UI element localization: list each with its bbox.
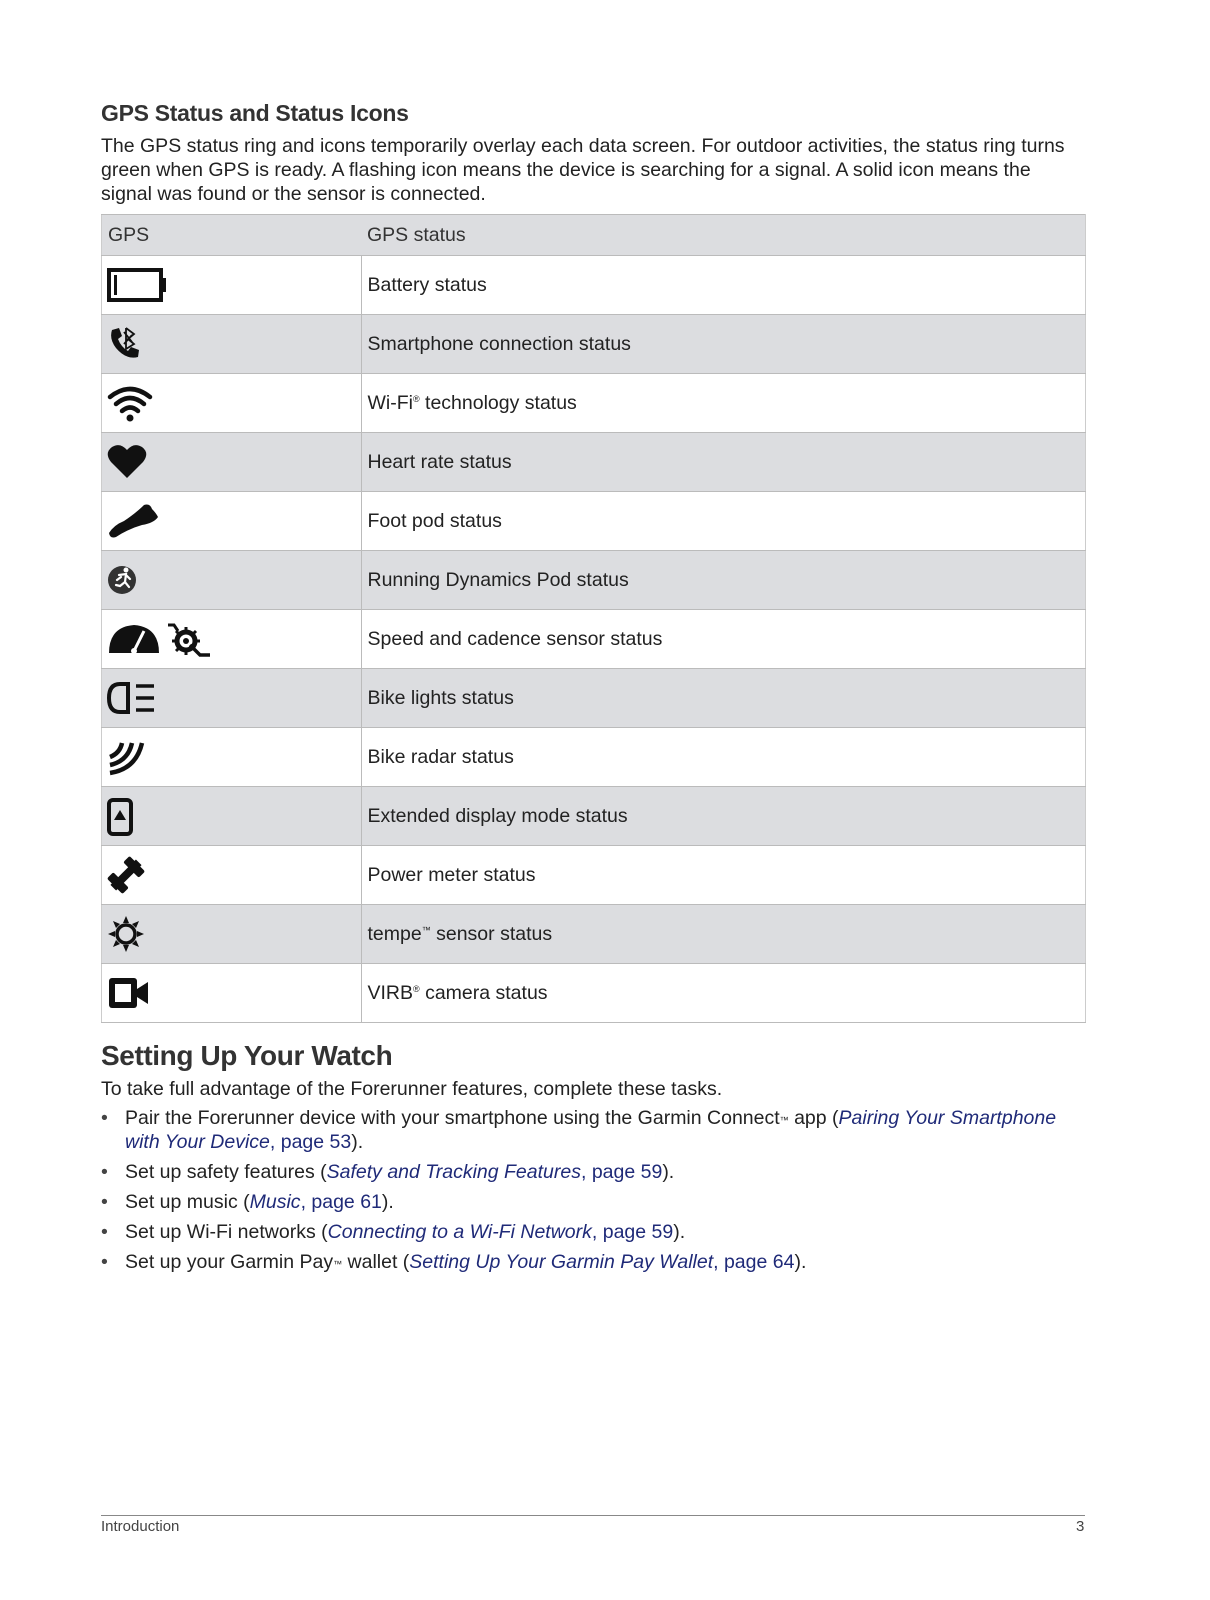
status-label-suffix: technology status xyxy=(419,391,577,414)
page-reference-link[interactable]: , page 59 xyxy=(591,1221,674,1243)
status-label: Running Dynamics Pod status xyxy=(367,568,629,591)
task-text: Set up safety features xyxy=(125,1161,315,1183)
page-reference-link[interactable]: , page 53 xyxy=(269,1131,352,1153)
page-reference-link[interactable]: , page 59 xyxy=(580,1161,663,1183)
page-reference-link[interactable]: , page 61 xyxy=(300,1191,382,1213)
icon-cell xyxy=(102,374,362,433)
task-text-mid: ( xyxy=(315,1221,328,1243)
footer-divider xyxy=(101,1515,1085,1516)
status-label: Extended display mode status xyxy=(367,804,628,827)
bullet-icon: • xyxy=(101,1191,108,1213)
table-row xyxy=(102,787,1086,846)
status-description-cell xyxy=(361,669,1086,728)
task-text-end: ). xyxy=(662,1161,675,1183)
icon-cell xyxy=(102,433,362,492)
table-row xyxy=(102,256,1086,315)
setup-task-list xyxy=(101,1106,1085,1280)
status-label: Bike lights status xyxy=(367,686,514,709)
status-description-cell xyxy=(361,256,1086,315)
status-label-suffix: camera status xyxy=(419,981,548,1004)
heart-icon xyxy=(106,442,357,482)
cross-reference-link[interactable]: Connecting to a Wi-Fi Network xyxy=(327,1221,592,1243)
task-text-mid: app ( xyxy=(788,1107,839,1129)
trademark-mark: ® xyxy=(412,393,420,404)
status-label: Heart rate status xyxy=(367,450,512,473)
speedometer-cadence-icon xyxy=(106,619,357,659)
status-description-cell xyxy=(361,610,1086,669)
battery-icon xyxy=(106,265,357,305)
status-description-cell xyxy=(361,905,1086,964)
page-reference-link[interactable]: , page 64 xyxy=(713,1251,795,1273)
wifi-icon xyxy=(106,383,357,423)
status-label: tempe xyxy=(367,922,422,945)
phone-bluetooth-icon xyxy=(106,324,357,364)
power-meter-icon xyxy=(106,855,357,895)
status-label: Speed and cadence sensor status xyxy=(367,627,663,650)
table-row xyxy=(102,846,1086,905)
status-description-cell xyxy=(361,433,1086,492)
table-row xyxy=(102,551,1086,610)
table-row xyxy=(102,728,1086,787)
bullet-icon: • xyxy=(101,1221,108,1243)
table-header-row xyxy=(102,215,1086,256)
table-row xyxy=(102,669,1086,728)
icon-cell xyxy=(102,256,362,315)
table-row xyxy=(102,492,1086,551)
radar-icon xyxy=(106,737,357,777)
icon-cell xyxy=(102,315,362,374)
icon-cell xyxy=(102,492,362,551)
task-text: Pair the Forerunner device with your smartphone using the Garmin Connect xyxy=(125,1107,780,1129)
status-description-cell xyxy=(361,787,1086,846)
status-label: Wi-Fi xyxy=(367,391,413,414)
status-label-suffix: sensor status xyxy=(430,922,553,945)
status-label: VIRB xyxy=(367,981,414,1004)
task-text: Set up music xyxy=(125,1191,238,1213)
list-item xyxy=(101,1106,1085,1154)
table-row xyxy=(102,964,1086,1023)
table-row xyxy=(102,905,1086,964)
extended-display-icon xyxy=(106,796,357,836)
camera-icon xyxy=(106,973,357,1013)
cross-reference-link[interactable]: Setting Up Your Garmin Pay Wallet xyxy=(409,1251,714,1273)
list-item xyxy=(101,1220,1085,1244)
intro-paragraph: The GPS status ring and icons temporarily overlay each data screen. For outdoor activities, the status ring turns green when GPS is ready. A flashing icon means the device is searching for a signal. A solid icon means the signal was found or the sensor is connected. xyxy=(101,135,1065,205)
bullet-icon: • xyxy=(101,1107,108,1129)
task-text-end: ). xyxy=(673,1221,686,1243)
column-header-gps-status: GPS status xyxy=(361,215,1086,256)
column-header-gps: GPS xyxy=(102,215,362,256)
icon-cell xyxy=(102,964,362,1023)
status-icons-table xyxy=(101,214,1086,1023)
cross-reference-link[interactable]: Music xyxy=(249,1191,301,1213)
table-row xyxy=(102,374,1086,433)
sun-icon xyxy=(106,914,357,954)
shoe-icon xyxy=(106,501,357,541)
list-item xyxy=(101,1250,1085,1274)
icon-cell xyxy=(102,551,362,610)
bike-light-icon xyxy=(106,678,357,718)
status-description-cell xyxy=(361,551,1086,610)
icon-cell xyxy=(102,728,362,787)
task-text-mid: ( xyxy=(314,1161,327,1183)
status-description-cell xyxy=(361,492,1086,551)
icon-cell xyxy=(102,669,362,728)
status-description-cell xyxy=(361,728,1086,787)
icon-cell xyxy=(102,787,362,846)
status-label: Bike radar status xyxy=(367,745,514,768)
status-label: Foot pod status xyxy=(367,509,502,532)
list-item xyxy=(101,1160,1085,1184)
cross-reference-link[interactable]: Safety and Tracking Features xyxy=(326,1161,581,1183)
section-heading-gps-status: GPS Status and Status Icons xyxy=(101,100,409,126)
table-row xyxy=(102,610,1086,669)
task-text-end: ). xyxy=(351,1131,364,1153)
trademark-mark: ® xyxy=(413,983,420,994)
status-label: Power meter status xyxy=(367,863,536,886)
task-text-end: ). xyxy=(794,1251,807,1273)
cross-reference-link[interactable]: Pairing Your Smartphone with Your Device xyxy=(125,1107,1057,1153)
task-text-end: ). xyxy=(381,1191,394,1213)
task-text: Set up your Garmin Pay xyxy=(125,1251,334,1273)
status-description-cell xyxy=(361,315,1086,374)
trademark-mark: ™ xyxy=(421,924,431,935)
footer-page-number: 3 xyxy=(1076,1518,1085,1535)
icon-cell xyxy=(102,905,362,964)
status-label: Battery status xyxy=(367,273,487,296)
bullet-icon: • xyxy=(101,1161,108,1183)
footer-section-name: Introduction xyxy=(101,1518,180,1535)
runner-icon xyxy=(106,560,357,600)
task-text-mid: ( xyxy=(237,1191,250,1213)
status-description-cell xyxy=(361,964,1086,1023)
status-label: Smartphone connection status xyxy=(367,332,631,355)
table-row xyxy=(102,315,1086,374)
icon-cell xyxy=(102,610,362,669)
list-item xyxy=(101,1190,1085,1214)
task-text: Set up Wi-Fi networks xyxy=(125,1221,316,1243)
status-description-cell xyxy=(361,846,1086,905)
section-heading-setting-up: Setting Up Your Watch xyxy=(101,1040,393,1071)
task-text-mid: wallet ( xyxy=(342,1251,410,1273)
bullet-icon: • xyxy=(101,1251,108,1273)
status-description-cell xyxy=(361,374,1086,433)
trademark-mark: ™ xyxy=(779,1115,789,1125)
setup-lead-paragraph: To take full advantage of the Forerunner features, complete these tasks. xyxy=(101,1078,723,1100)
icon-cell xyxy=(102,846,362,905)
trademark-mark: ™ xyxy=(333,1259,343,1269)
table-row xyxy=(102,433,1086,492)
